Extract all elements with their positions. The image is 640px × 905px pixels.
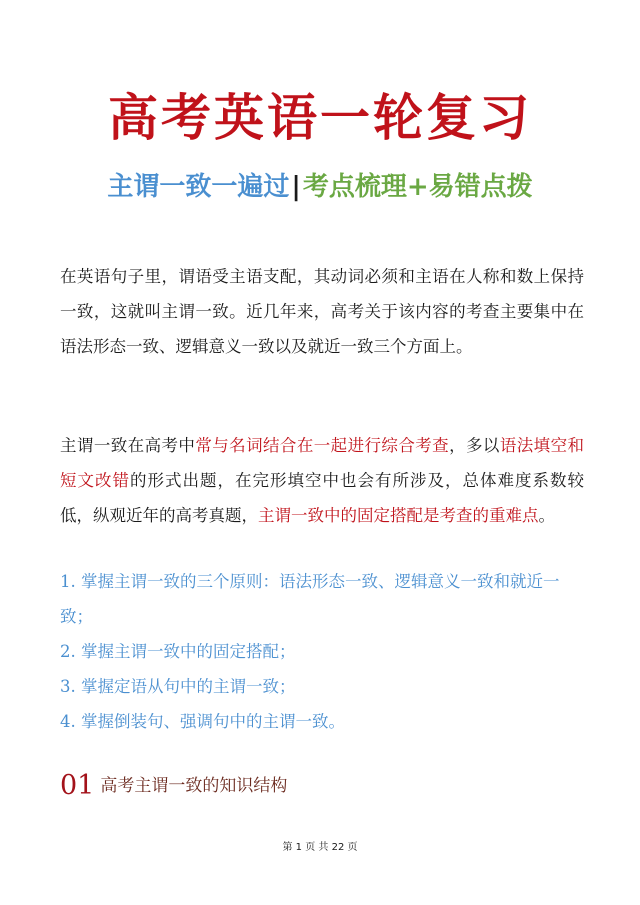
exam-highlight-1: 常与名词结合在一起进行综合考查 (195, 436, 450, 455)
exam-paragraph (60, 428, 584, 533)
document-title: 高考英语一轮复习 (108, 88, 532, 147)
objective-item: 2. 掌握主谓一致中的固定搭配； (60, 642, 296, 661)
objective-item: 1. 掌握主谓一致的三个原则：语法形态一致、逻辑意义一致和就近一致； (60, 572, 560, 626)
objective-item: 3. 掌握定语从句中的主谓一致； (60, 677, 296, 696)
section-title: 高考主谓一致的知识结构 (100, 776, 288, 796)
exam-text-3: 的形式出题，在完形填空中也会有所涉及，总体难度系数较低，纵观近年的高考真题， (60, 471, 584, 525)
exam-highlight-3: 主谓一致中的固定搭配是考查的重难点 (258, 506, 539, 525)
subtitle-right: 考点梳理+易错点拨 (302, 172, 533, 202)
objectives-list (60, 564, 590, 739)
intro-paragraph: 在英语句子里，谓语受主语支配，其动词必须和主语在人称和数上保持一致，这就叫主谓一致。近几年来，高考关于该内容的考查主要集中在语法形态一致、逻辑意义一致以及就近一致三个方面上。 (60, 267, 584, 356)
exam-highlight-2: 语法填空和短文改错 (60, 436, 585, 490)
exam-text-4: 。 (538, 506, 555, 525)
exam-text-1: 主谓一致在高考中 (60, 436, 196, 455)
page-footer: 第 1 页 共 22 页 (282, 842, 358, 853)
exam-text-2: ，多以 (449, 436, 500, 455)
subtitle-separator: | (291, 172, 301, 202)
document-subtitle (0, 170, 640, 204)
subtitle-left: 主谓一致一遍过 (107, 172, 290, 202)
section-number: 01 (60, 770, 95, 801)
objective-item: 4. 掌握倒装句、强调句中的主谓一致。 (60, 712, 345, 731)
section-heading (60, 770, 287, 805)
